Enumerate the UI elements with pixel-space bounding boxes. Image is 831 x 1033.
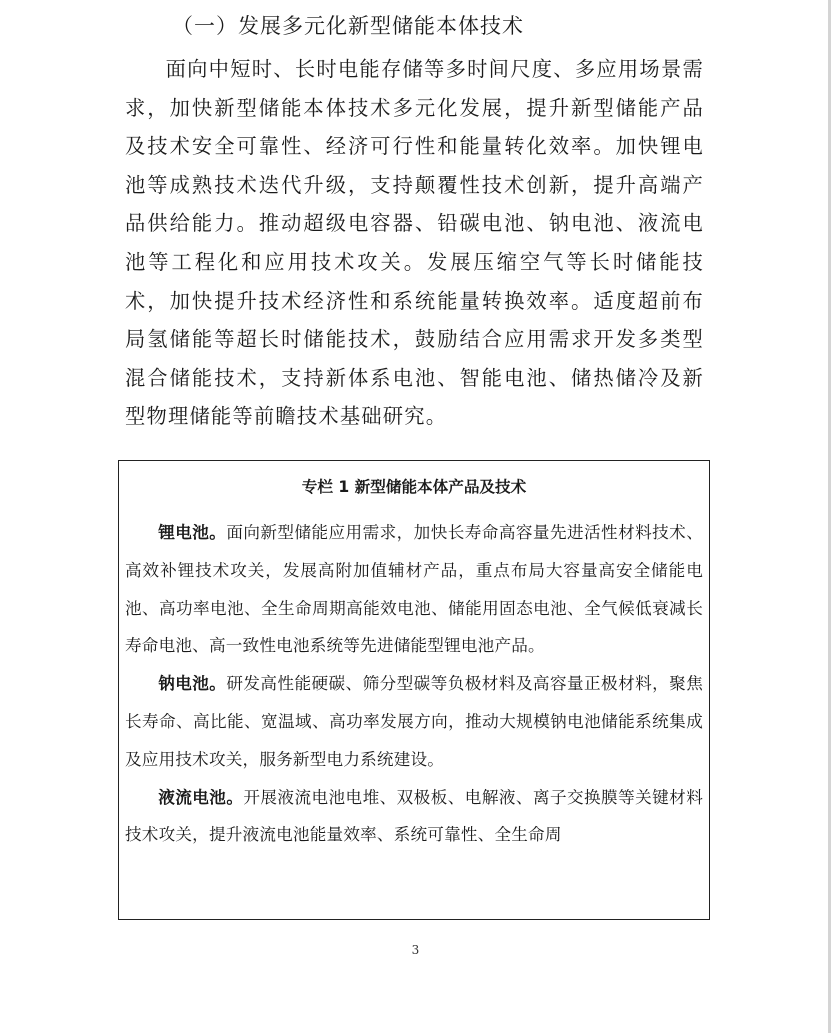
column-box-body (125, 514, 703, 854)
section-heading: （一）发展多元化新型储能本体技术 (172, 14, 524, 38)
body-paragraph: 面向中短时、长时电能存储等多时间尺度、多应用场景需求，加快新型储能本体技术多元化发展，提升新型储能产品及技术安全可靠性、经济可行性和能量转化效率。加快锂电池等成熟技术迭代升级，支持颠覆性技术创新，提升高端产品供给能力。推动超级电容器、铅碳电池、钠电池、液流电池等工程化和应用技术攻关。发展压缩空气等长时储能技术，加快提升技术经济性和系统能量转换效率。适度超前布局氢储能等超长时储能技术，鼓励结合应用需求开发多类型混合储能技术，支持新体系电池、智能电池、储热储冷及新型物理储能等前瞻技术基础研究。 (125, 57, 704, 429)
column-item-text: 研发高性能硬碳、筛分型碳等负极材料及高容量正极材料，聚焦长寿命、高比能、宽温域、高功率发展方向，推动大规模钠电池储能系统集成及应用技术攻关，服务新型电力系统建设。 (125, 674, 703, 769)
column-box (118, 460, 710, 920)
column-box-title: 专栏 1 新型储能本体产品及技术 (301, 478, 527, 496)
column-item-lead: 液流电池。 (158, 787, 244, 807)
column-item-text: 面向新型储能应用需求，加快长寿命高容量先进活性材料技术、高效补锂技术攻关，发展高附加值辅材产品，重点布局大容量高安全储能电池、高功率电池、全生命周期高能效电池、储能用固态电池、全气候低衰减长寿命电池、高一致性电池系统等先进储能型锂电池产品。 (125, 523, 703, 656)
column-item-text: 开展液流电池电堆、双极板、电解液、离子交换膜等关键材料技术攻关，提升液流电池能量效率、系统可靠性、全生命周 (125, 787, 704, 845)
column-item-sodium (125, 665, 703, 778)
column-item-lithium (125, 514, 703, 665)
page-number: 3 (411, 943, 420, 957)
column-item-lead: 钠电池。 (158, 674, 227, 694)
column-item-lead: 锂电池。 (158, 523, 227, 542)
column-item-flow (125, 779, 703, 855)
